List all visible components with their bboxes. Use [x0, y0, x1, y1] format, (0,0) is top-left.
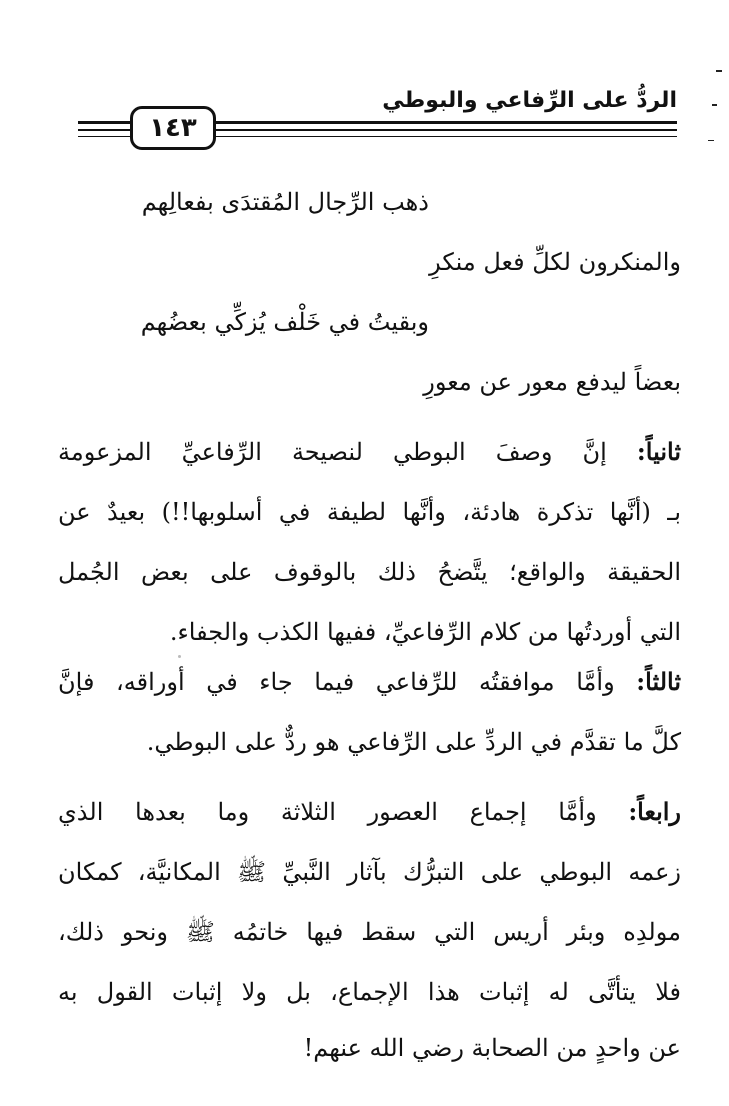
poem-line: والمنكرون لكلِّ فعل منكرِ	[429, 248, 681, 276]
poem-line: وبقيتُ في خَلْف يُزكِّي بعضُهم	[140, 308, 429, 336]
paragraph-lead: رابعاً:	[628, 797, 681, 826]
poem-line: ذهب الرِّجال المُقتدَى بفعالِهم	[141, 188, 429, 216]
paragraph-text: وأمَّا موافقتُه للرِّفاعي فيما جاء في أوراقه، فإنَّ	[58, 668, 615, 696]
page-number: ١٤٣	[149, 113, 197, 143]
paragraph-line	[58, 667, 682, 696]
paragraph-lead: ثانياً:	[636, 437, 681, 466]
paragraph-line: بـ (أنَّها تذكرة هادئة، وأنَّها لطيفة في أسلوبها!!) بعيدٌ عن	[58, 498, 681, 526]
paragraph-line	[58, 797, 681, 826]
paragraph-lead: ثالثاً:	[636, 667, 682, 696]
paragraph-line: الحقيقة والواقع؛ يتَّضحُ ذلك بالوقوف على بعض الجُمل	[58, 558, 681, 586]
paragraph-line: كلَّ ما تقدَّم في الردِّ على الرِّفاعي هو ردٌّ على البوطي.	[146, 728, 681, 756]
paragraph-line: التي أوردتُها من كلام الرِّفاعيِّ، ففيها الكذب والجفاء.	[169, 618, 681, 646]
paragraph-text: وأمَّا إجماع العصور الثلاثة وما بعدها الذي	[58, 798, 597, 826]
paragraph-line: مولدِه وبئر أريس التي سقط فيها خاتمُه ﷺ ونحو ذلك،	[58, 918, 681, 946]
poem-line: بعضاً ليدفع معور عن معورِ	[423, 368, 681, 396]
paragraph-line: زعمه البوطي على التبرُّك بآثار النَّبيِّ ﷺ المكانيَّة، كمكان	[58, 858, 681, 886]
page-number-frame	[130, 106, 216, 150]
paragraph-line: فلا يتأتَّى له إثبات هذا الإجماع، بل ولا إثبات القول به	[58, 978, 681, 1006]
scan-edge-mark	[716, 70, 722, 72]
paragraph-line	[58, 437, 681, 466]
running-title: الردُّ على الرِّفاعي والبوطي	[382, 88, 677, 113]
scan-edge-mark	[712, 104, 717, 106]
paragraph-line: عن واحدٍ من الصحابة رضي الله عنهم!	[303, 1034, 681, 1062]
paragraph-text: إنَّ وصفَ البوطي لنصيحة الرِّفاعيِّ المزعومة	[58, 438, 607, 466]
scan-speck	[178, 655, 181, 658]
scan-edge-mark	[708, 140, 714, 141]
